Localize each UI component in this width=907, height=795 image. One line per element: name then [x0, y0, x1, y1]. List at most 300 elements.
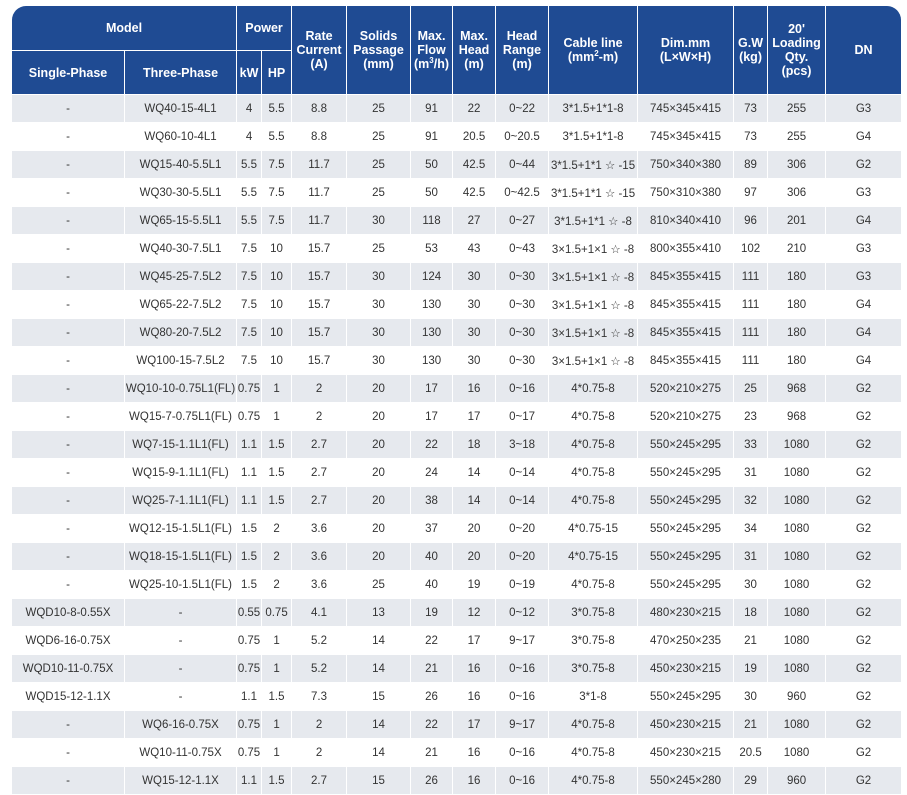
cell-loading-qty: 1080	[768, 459, 826, 487]
cell-rate-current: 5.2	[292, 655, 347, 683]
cell-three-phase-model: WQ40-30-7.5L1	[125, 235, 237, 263]
cell-cable-line: 4*0.75-8	[549, 403, 638, 431]
cell-power-kw: 4	[237, 123, 262, 151]
header-text: /h)	[433, 57, 450, 71]
cell-single-phase-model: -	[12, 151, 125, 179]
cell-gross-weight: 25	[734, 375, 768, 403]
cell-dn: G2	[826, 375, 901, 403]
cell-cable-line: 3×1.5+1×1 ☆ -8	[549, 347, 638, 375]
cell-loading-qty: 210	[768, 235, 826, 263]
cell-cable-line: 3*1.5+1*1 ☆ -15	[549, 179, 638, 207]
cell-power-kw: 7.5	[237, 291, 262, 319]
cell-loading-qty: 306	[768, 151, 826, 179]
cell-max-flow: 38	[411, 487, 453, 515]
cell-gross-weight: 34	[734, 515, 768, 543]
cell-dimensions: 810×340×410	[638, 207, 734, 235]
header-rate-current	[292, 6, 347, 95]
cell-rate-current: 7.3	[292, 683, 347, 711]
cell-rate-current: 11.7	[292, 151, 347, 179]
cell-cable-line: 3*1.5+1*1 ☆ -8	[549, 207, 638, 235]
cell-solids-passage: 25	[347, 95, 411, 123]
cell-three-phase-model: WQ10-11-0.75X	[125, 739, 237, 767]
cell-solids-passage: 15	[347, 767, 411, 795]
header-text: Range	[502, 43, 542, 57]
header-text: (m)	[464, 57, 484, 71]
cell-gross-weight: 30	[734, 683, 768, 711]
cell-rate-current: 8.8	[292, 123, 347, 151]
cell-dimensions: 845×355×415	[638, 291, 734, 319]
cell-power-hp: 5.5	[262, 123, 292, 151]
cell-loading-qty: 255	[768, 95, 826, 123]
cell-three-phase-model: WQ18-15-1.5L1(FL)	[125, 543, 237, 571]
cell-head-range: 0~30	[496, 291, 549, 319]
cell-loading-qty: 1080	[768, 515, 826, 543]
table-row	[12, 151, 901, 179]
header-text: Current	[296, 43, 342, 57]
cell-max-head: 17	[453, 711, 496, 739]
cell-power-kw: 0.55	[237, 599, 262, 627]
header-text: (kg)	[739, 50, 762, 64]
cell-power-kw: 0.75	[237, 655, 262, 683]
table-row	[12, 291, 901, 319]
cell-max-flow: 22	[411, 711, 453, 739]
cell-dimensions: 550×245×295	[638, 487, 734, 515]
cell-three-phase-model: WQ30-30-5.5L1	[125, 179, 237, 207]
cell-rate-current: 2	[292, 375, 347, 403]
cell-power-kw: 1.1	[237, 459, 262, 487]
cell-gross-weight: 21	[734, 711, 768, 739]
cell-gross-weight: 102	[734, 235, 768, 263]
cell-gross-weight: 31	[734, 543, 768, 571]
cell-gross-weight: 32	[734, 487, 768, 515]
cell-power-kw: 1.5	[237, 543, 262, 571]
header-loading-qty	[768, 6, 826, 95]
cell-dimensions: 845×355×415	[638, 347, 734, 375]
cell-head-range: 0~17	[496, 403, 549, 431]
cell-power-hp: 1	[262, 375, 292, 403]
cell-loading-qty: 1080	[768, 627, 826, 655]
cell-rate-current: 2.7	[292, 767, 347, 795]
cell-three-phase-model: WQ80-20-7.5L2	[125, 319, 237, 347]
cell-single-phase-model: WQD10-11-0.75X	[12, 655, 125, 683]
cell-max-head: 19	[453, 571, 496, 599]
cell-power-hp: 1	[262, 739, 292, 767]
cell-max-head: 30	[453, 319, 496, 347]
cell-three-phase-model: WQ15-7-0.75L1(FL)	[125, 403, 237, 431]
cell-max-head: 18	[453, 431, 496, 459]
table-row	[12, 403, 901, 431]
cell-three-phase-model: WQ65-22-7.5L2	[125, 291, 237, 319]
cell-power-hp: 1.5	[262, 459, 292, 487]
table-row	[12, 95, 901, 123]
cell-dimensions: 550×245×295	[638, 459, 734, 487]
cell-cable-line: 4*0.75-8	[549, 767, 638, 795]
cell-cable-line: 4*0.75-8	[549, 711, 638, 739]
cell-solids-passage: 30	[347, 319, 411, 347]
cell-head-range: 0~16	[496, 655, 549, 683]
cell-three-phase-model: WQ40-15-4L1	[125, 95, 237, 123]
cell-power-hp: 1	[262, 627, 292, 655]
cell-head-range: 0~27	[496, 207, 549, 235]
cell-dn: G3	[826, 95, 901, 123]
cell-max-head: 22	[453, 95, 496, 123]
cell-power-kw: 5.5	[237, 179, 262, 207]
cell-power-hp: 1.5	[262, 487, 292, 515]
header-text: Loading	[772, 36, 821, 50]
cell-dn: G4	[826, 123, 901, 151]
header-cable-line	[549, 6, 638, 95]
cell-power-kw: 7.5	[237, 263, 262, 291]
cell-single-phase-model: -	[12, 431, 125, 459]
cell-dimensions: 470×250×235	[638, 627, 734, 655]
cell-rate-current: 2	[292, 711, 347, 739]
cell-dn: G2	[826, 431, 901, 459]
cell-power-kw: 1.1	[237, 683, 262, 711]
cell-cable-line: 3×1.5+1×1 ☆ -8	[549, 235, 638, 263]
header-single-phase: Single-Phase	[12, 51, 125, 95]
cell-three-phase-model: WQ25-7-1.1L1(FL)	[125, 487, 237, 515]
cell-max-flow: 130	[411, 319, 453, 347]
cell-max-head: 16	[453, 739, 496, 767]
header-dn: DN	[826, 6, 901, 95]
cell-head-range: 0~12	[496, 599, 549, 627]
cell-max-head: 30	[453, 263, 496, 291]
header-power: Power	[237, 6, 292, 51]
table-row	[12, 543, 901, 571]
cell-max-head: 20.5	[453, 123, 496, 151]
spec-table-container	[12, 6, 901, 795]
cell-dn: G2	[826, 459, 901, 487]
cell-dn: G2	[826, 543, 901, 571]
cell-power-hp: 7.5	[262, 179, 292, 207]
cell-rate-current: 5.2	[292, 627, 347, 655]
cell-single-phase-model: -	[12, 179, 125, 207]
cell-dn: G2	[826, 403, 901, 431]
header-model: Model	[12, 6, 237, 51]
cell-cable-line: 3*1.5+1*1-8	[549, 95, 638, 123]
cell-head-range: 0~30	[496, 263, 549, 291]
table-row	[12, 599, 901, 627]
cell-cable-line: 4*0.75-15	[549, 543, 638, 571]
header-text: Solids	[359, 29, 398, 43]
header-text: (mm	[567, 50, 595, 64]
cell-head-range: 0~30	[496, 347, 549, 375]
cell-head-range: 0~16	[496, 739, 549, 767]
cell-single-phase-model: -	[12, 739, 125, 767]
cell-solids-passage: 15	[347, 683, 411, 711]
cell-max-flow: 24	[411, 459, 453, 487]
table-row	[12, 347, 901, 375]
cell-single-phase-model: -	[12, 571, 125, 599]
cell-dn: G2	[826, 571, 901, 599]
cell-dimensions: 750×310×380	[638, 179, 734, 207]
cell-three-phase-model: WQ15-40-5.5L1	[125, 151, 237, 179]
cell-power-kw: 1.5	[237, 571, 262, 599]
cell-rate-current: 15.7	[292, 263, 347, 291]
cell-loading-qty: 1080	[768, 431, 826, 459]
cell-dimensions: 550×245×295	[638, 543, 734, 571]
cell-max-flow: 19	[411, 599, 453, 627]
cell-head-range: 0~42.5	[496, 179, 549, 207]
cell-gross-weight: 29	[734, 767, 768, 795]
cell-gross-weight: 97	[734, 179, 768, 207]
header-text: Rate	[305, 29, 333, 43]
cell-power-kw: 7.5	[237, 235, 262, 263]
cell-power-kw: 0.75	[237, 403, 262, 431]
header-text: 20'	[788, 22, 805, 36]
cell-max-flow: 91	[411, 95, 453, 123]
cell-solids-passage: 25	[347, 151, 411, 179]
header-text: G.W	[738, 36, 764, 50]
cell-max-flow: 118	[411, 207, 453, 235]
header-text: (m)	[512, 57, 532, 71]
cell-dn: G2	[826, 487, 901, 515]
cell-max-head: 16	[453, 375, 496, 403]
cell-power-kw: 0.75	[237, 627, 262, 655]
cell-max-head: 42.5	[453, 179, 496, 207]
cell-head-range: 0~43	[496, 235, 549, 263]
cell-max-head: 17	[453, 627, 496, 655]
table-row	[12, 711, 901, 739]
cell-solids-passage: 25	[347, 179, 411, 207]
cell-gross-weight: 18	[734, 599, 768, 627]
cell-single-phase-model: WQD6-16-0.75X	[12, 627, 125, 655]
cell-rate-current: 2.7	[292, 431, 347, 459]
cell-dimensions: 745×345×415	[638, 95, 734, 123]
cell-single-phase-model: WQD10-8-0.55X	[12, 599, 125, 627]
cell-loading-qty: 180	[768, 263, 826, 291]
cell-solids-passage: 20	[347, 459, 411, 487]
cell-gross-weight: 73	[734, 95, 768, 123]
cell-loading-qty: 1080	[768, 543, 826, 571]
cell-loading-qty: 201	[768, 207, 826, 235]
cell-power-hp: 1	[262, 403, 292, 431]
cell-max-flow: 130	[411, 291, 453, 319]
cell-three-phase-model: WQ25-10-1.5L1(FL)	[125, 571, 237, 599]
cell-loading-qty: 1080	[768, 739, 826, 767]
cell-power-kw: 1.1	[237, 767, 262, 795]
cell-power-hp: 10	[262, 263, 292, 291]
cell-solids-passage: 13	[347, 599, 411, 627]
cell-max-flow: 40	[411, 571, 453, 599]
cell-dn: G2	[826, 151, 901, 179]
cell-max-head: 30	[453, 291, 496, 319]
cell-solids-passage: 30	[347, 291, 411, 319]
cell-head-range: 3~18	[496, 431, 549, 459]
cell-single-phase-model: -	[12, 767, 125, 795]
cell-single-phase-model: -	[12, 487, 125, 515]
header-dimensions	[638, 6, 734, 95]
header-text: Qty.	[784, 50, 809, 64]
cell-dimensions: 750×340×380	[638, 151, 734, 179]
cell-dimensions: 550×245×295	[638, 571, 734, 599]
cell-head-range: 0~20.5	[496, 123, 549, 151]
cell-single-phase-model: -	[12, 263, 125, 291]
header-kw: kW	[237, 51, 262, 95]
cell-three-phase-model: -	[125, 599, 237, 627]
cell-max-flow: 22	[411, 431, 453, 459]
table-row	[12, 207, 901, 235]
cell-max-head: 17	[453, 403, 496, 431]
cell-single-phase-model: WQD15-12-1.1X	[12, 683, 125, 711]
cell-head-range: 0~14	[496, 459, 549, 487]
cell-power-hp: 1.5	[262, 431, 292, 459]
header-text: Head	[458, 43, 490, 57]
cell-max-head: 12	[453, 599, 496, 627]
cell-max-flow: 21	[411, 655, 453, 683]
cell-three-phase-model: WQ60-10-4L1	[125, 123, 237, 151]
cell-max-flow: 124	[411, 263, 453, 291]
cell-power-hp: 10	[262, 319, 292, 347]
cell-dn: G2	[826, 515, 901, 543]
cell-max-head: 16	[453, 767, 496, 795]
cell-cable-line: 4*0.75-8	[549, 487, 638, 515]
cell-max-flow: 26	[411, 767, 453, 795]
cell-dn: G2	[826, 655, 901, 683]
header-gross-weight	[734, 6, 768, 95]
header-text: (pcs)	[781, 64, 812, 78]
cell-solids-passage: 25	[347, 123, 411, 151]
cell-gross-weight: 89	[734, 151, 768, 179]
cell-cable-line: 3*0.75-8	[549, 627, 638, 655]
table-row	[12, 739, 901, 767]
table-row	[12, 683, 901, 711]
header-hp: HP	[262, 51, 292, 95]
header-text: -m)	[598, 50, 619, 64]
cell-dn: G2	[826, 767, 901, 795]
pump-spec-table	[12, 6, 901, 795]
cell-max-head: 20	[453, 515, 496, 543]
cell-rate-current: 2	[292, 739, 347, 767]
cell-three-phase-model: WQ7-15-1.1L1(FL)	[125, 431, 237, 459]
cell-rate-current: 15.7	[292, 291, 347, 319]
cell-gross-weight: 111	[734, 263, 768, 291]
header-max-flow	[411, 6, 453, 95]
header-text: (mm)	[363, 57, 394, 71]
cell-max-flow: 50	[411, 179, 453, 207]
table-row	[12, 571, 901, 599]
cell-rate-current: 11.7	[292, 179, 347, 207]
cell-max-flow: 21	[411, 739, 453, 767]
cell-loading-qty: 1080	[768, 487, 826, 515]
cell-dimensions: 745×345×415	[638, 123, 734, 151]
cell-gross-weight: 31	[734, 459, 768, 487]
cell-loading-qty: 960	[768, 767, 826, 795]
cell-dimensions: 550×245×295	[638, 683, 734, 711]
cell-power-kw: 1.1	[237, 487, 262, 515]
cell-single-phase-model: -	[12, 375, 125, 403]
cell-solids-passage: 20	[347, 543, 411, 571]
header-max-head	[453, 6, 496, 95]
cell-three-phase-model: WQ10-10-0.75L1(FL)	[125, 375, 237, 403]
cell-power-hp: 5.5	[262, 95, 292, 123]
cell-single-phase-model: -	[12, 711, 125, 739]
cell-dn: G2	[826, 711, 901, 739]
cell-gross-weight: 20.5	[734, 739, 768, 767]
cell-cable-line: 4*0.75-8	[549, 459, 638, 487]
cell-gross-weight: 111	[734, 291, 768, 319]
cell-dimensions: 450×230×215	[638, 655, 734, 683]
table-row	[12, 319, 901, 347]
header-text: Max.	[417, 29, 446, 43]
cell-max-flow: 130	[411, 347, 453, 375]
header-superscript: 2	[594, 48, 599, 58]
cell-gross-weight: 111	[734, 347, 768, 375]
cell-single-phase-model: -	[12, 207, 125, 235]
table-row	[12, 179, 901, 207]
cell-head-range: 0~19	[496, 571, 549, 599]
cell-solids-passage: 30	[347, 347, 411, 375]
cell-loading-qty: 180	[768, 347, 826, 375]
cell-dn: G4	[826, 291, 901, 319]
cell-single-phase-model: -	[12, 235, 125, 263]
cell-max-head: 16	[453, 655, 496, 683]
cell-max-flow: 40	[411, 543, 453, 571]
cell-rate-current: 8.8	[292, 95, 347, 123]
cell-dn: G3	[826, 263, 901, 291]
header-text: (L×W×H)	[659, 50, 712, 64]
header-head-range	[496, 6, 549, 95]
cell-head-range: 0~16	[496, 375, 549, 403]
cell-single-phase-model: -	[12, 291, 125, 319]
cell-dimensions: 800×355×410	[638, 235, 734, 263]
cell-dimensions: 845×355×415	[638, 263, 734, 291]
cell-solids-passage: 14	[347, 711, 411, 739]
cell-cable-line: 4*0.75-8	[549, 571, 638, 599]
cell-rate-current: 15.7	[292, 235, 347, 263]
cell-max-head: 27	[453, 207, 496, 235]
cell-cable-line: 3*0.75-8	[549, 655, 638, 683]
cell-power-hp: 10	[262, 235, 292, 263]
cell-three-phase-model: WQ15-9-1.1L1(FL)	[125, 459, 237, 487]
cell-solids-passage: 14	[347, 627, 411, 655]
cell-head-range: 0~30	[496, 319, 549, 347]
cell-loading-qty: 960	[768, 683, 826, 711]
cell-loading-qty: 1080	[768, 571, 826, 599]
cell-cable-line: 3×1.5+1×1 ☆ -8	[549, 263, 638, 291]
cell-three-phase-model: WQ6-16-0.75X	[125, 711, 237, 739]
cell-head-range: 0~44	[496, 151, 549, 179]
table-row	[12, 487, 901, 515]
cell-three-phase-model: WQ100-15-7.5L2	[125, 347, 237, 375]
cell-rate-current: 3.6	[292, 543, 347, 571]
cell-dn: G4	[826, 319, 901, 347]
cell-loading-qty: 255	[768, 123, 826, 151]
cell-dimensions: 520×210×275	[638, 403, 734, 431]
cell-gross-weight: 73	[734, 123, 768, 151]
header-text: Dim.mm	[660, 36, 711, 50]
cell-rate-current: 2.7	[292, 459, 347, 487]
cell-three-phase-model: WQ12-15-1.5L1(FL)	[125, 515, 237, 543]
cell-three-phase-model: -	[125, 627, 237, 655]
table-row	[12, 431, 901, 459]
header-text: (m	[414, 57, 430, 71]
cell-power-hp: 2	[262, 515, 292, 543]
cell-dn: G2	[826, 683, 901, 711]
cell-dimensions: 450×230×215	[638, 739, 734, 767]
cell-max-flow: 37	[411, 515, 453, 543]
cell-solids-passage: 20	[347, 431, 411, 459]
cell-power-hp: 1.5	[262, 767, 292, 795]
cell-single-phase-model: -	[12, 123, 125, 151]
table-body	[12, 95, 901, 795]
cell-rate-current: 3.6	[292, 515, 347, 543]
cell-head-range: 0~22	[496, 95, 549, 123]
cell-cable-line: 3*1.5+1*1-8	[549, 123, 638, 151]
cell-power-kw: 1.5	[237, 515, 262, 543]
cell-single-phase-model: -	[12, 515, 125, 543]
cell-three-phase-model: -	[125, 655, 237, 683]
